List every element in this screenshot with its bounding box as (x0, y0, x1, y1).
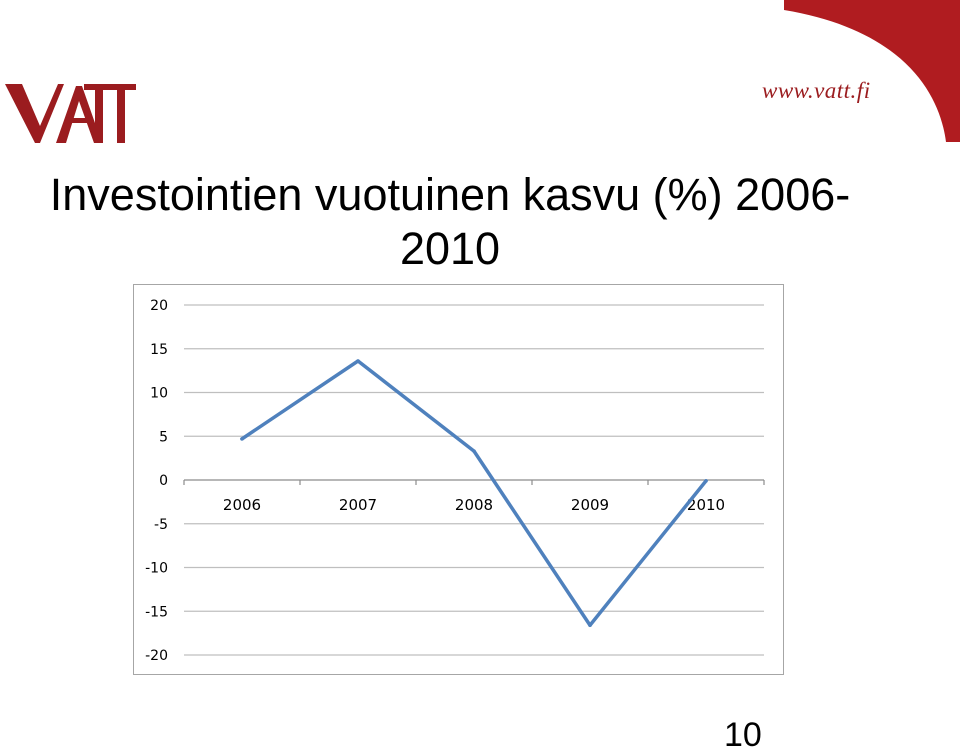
y-tick-label: 15 (150, 341, 168, 358)
y-tick-label: 0 (159, 473, 168, 489)
x-tick-label: 2010 (686, 496, 726, 514)
page-number: 10 (724, 716, 762, 754)
data-point (588, 623, 592, 627)
data-point (356, 359, 360, 363)
x-tick-label: 2008 (454, 496, 494, 514)
y-tick-label: -15 (145, 604, 168, 621)
y-tick-label: 10 (150, 385, 168, 402)
y-tick-label: -5 (154, 516, 168, 533)
series-line-0 (242, 361, 706, 625)
site-url[interactable]: www.vatt.fi (762, 78, 871, 103)
x-tick-label: 2007 (338, 496, 378, 514)
data-point (240, 437, 244, 441)
y-tick-label: -20 (145, 648, 168, 664)
slide-title: Investointien vuotuinen kasvu (%) 2006-2010 (49, 169, 851, 274)
y-tick-label: 5 (159, 429, 168, 446)
x-tick-label: 2006 (222, 496, 262, 514)
y-tick-label: 20 (150, 298, 168, 314)
x-tick-label: 2009 (570, 496, 610, 514)
data-point (472, 449, 476, 453)
y-tick-label: -10 (145, 560, 168, 577)
data-point (704, 479, 708, 483)
